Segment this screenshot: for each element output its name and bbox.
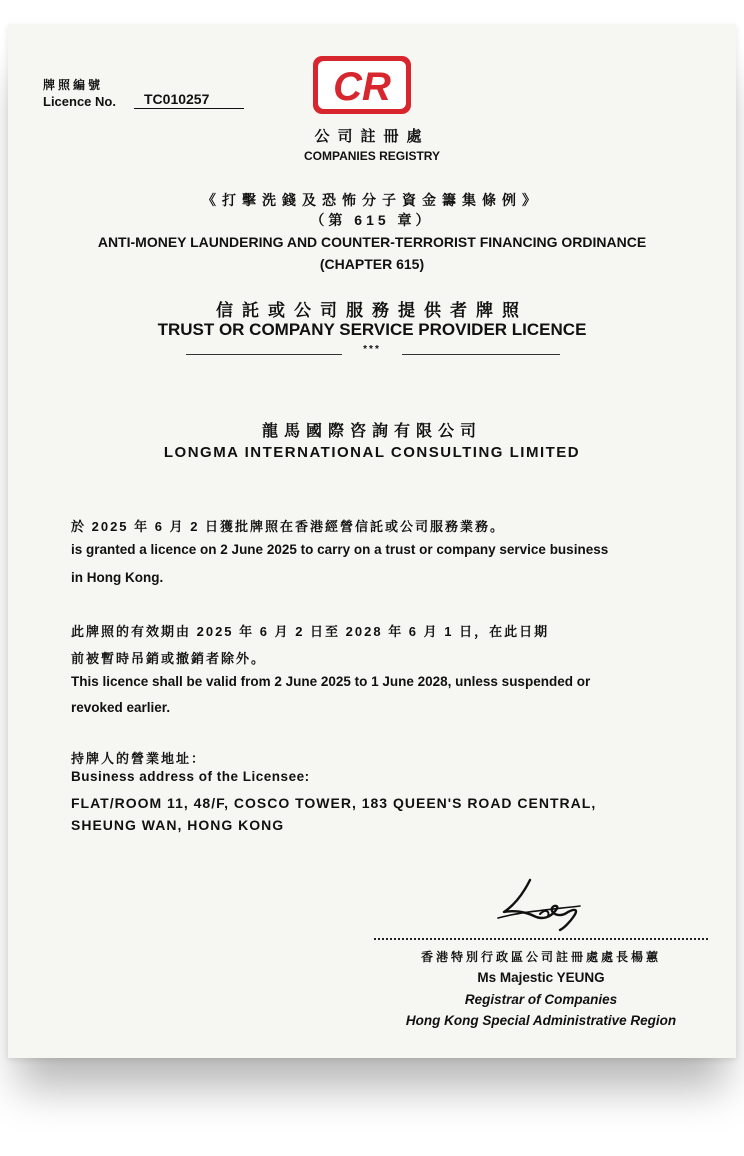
company-name-zh: 龍馬國際咨詢有限公司	[261, 423, 482, 440]
licence-number-label-en: Licence No.	[43, 94, 116, 109]
licence-number-value: TC010257	[134, 91, 244, 109]
company-name-en: LONGMA INTERNATIONAL CONSULTING LIMITED	[163, 444, 581, 461]
address-line1: FLAT/ROOM 11, 48/F, COSCO TOWER, 183 QUEEN'S ROAD CENTRAL,	[71, 795, 597, 811]
grant-statement-en-line1: is granted a licence on 2 June 2025 to carry on a trust or company service business	[71, 542, 609, 557]
validity-statement-zh-line2: 前被暫時吊銷或撤銷者除外。	[71, 651, 267, 666]
ordinance-title-zh: 《打擊洗錢及恐怖分子資金籌集條例》	[202, 192, 542, 208]
validity-statement-en-line2: revoked earlier.	[71, 700, 171, 715]
registry-name-zh: 公司註冊處	[314, 128, 430, 145]
grant-statement-zh: 於 2025 年 6 月 2 日獲批牌照在香港經營信託或公司服務業務。	[71, 519, 506, 534]
licence-type-zh: 信託或公司服務提供者牌照	[216, 301, 528, 320]
licence-type-en: TRUST OR COMPANY SERVICE PROVIDER LICENCE	[157, 320, 587, 339]
grant-statement-en-line2: in Hong Kong.	[71, 570, 164, 585]
divider-right	[402, 354, 560, 355]
licence-number-label-zh: 牌照編號	[43, 78, 104, 92]
address-label-zh: 持牌人的營業地址：	[71, 751, 207, 766]
address-line2: SHEUNG WAN, HONG KONG	[71, 817, 285, 833]
certificate-paper	[8, 24, 736, 1058]
signatory-title-zh: 香港特別行政區公司註冊處處長楊蕙	[420, 950, 661, 964]
signatory-name: Ms Majestic YEUNG	[477, 970, 605, 985]
signatory-title-en: Registrar of Companies	[464, 992, 618, 1007]
ordinance-title-en: ANTI-MONEY LAUNDERING AND COUNTER-TERRORIST FINANCING ORDINANCE	[97, 234, 647, 250]
validity-statement-zh-line1: 此牌照的有效期由 2025 年 6 月 2 日至 2028 年 6 月 1 日，在此日期	[71, 624, 550, 639]
divider-stars: ***	[363, 344, 381, 355]
signature-image	[490, 872, 590, 936]
ordinance-chapter-zh: （第 615 章）	[310, 212, 434, 228]
signatory-region: Hong Kong Special Administrative Region	[405, 1013, 677, 1028]
logo-text: CR	[333, 65, 391, 109]
registry-name-en: COMPANIES REGISTRY	[303, 149, 440, 163]
signature-line	[374, 938, 708, 940]
address-label-en: Business address of the Licensee:	[71, 769, 310, 784]
validity-statement-en-line1: This licence shall be valid from 2 June 2025 to 1 June 2028, unless suspended or	[71, 674, 591, 689]
ordinance-chapter-en: (CHAPTER 615)	[319, 256, 425, 272]
companies-registry-logo	[312, 55, 412, 115]
